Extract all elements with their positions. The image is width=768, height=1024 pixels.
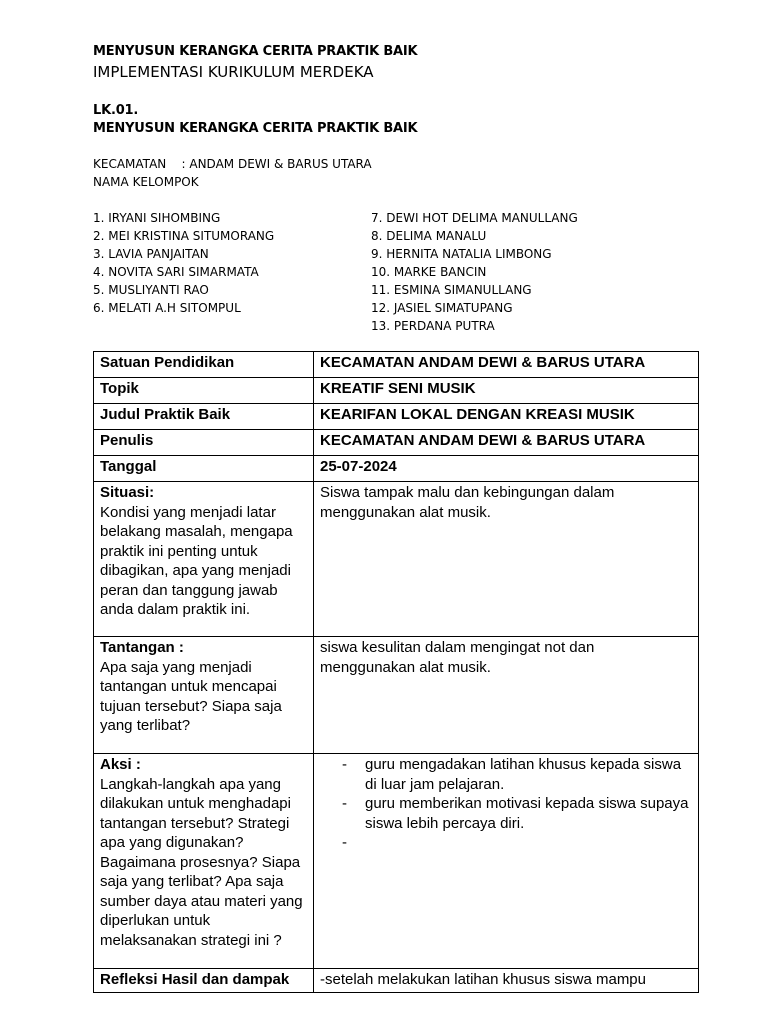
tantangan-cell: [94, 637, 314, 754]
kecamatan-line: KECAMATAN : ANDAM DEWI & BARUS UTARA: [93, 157, 372, 171]
member-item: 4. NOVITA SARI SIMARMATA: [93, 265, 259, 279]
situasi-value: Siswa tampak malu dan kebingungan dalam menggunakan alat musik.: [314, 482, 699, 637]
member-item: 5. MUSLIYANTI RAO: [93, 283, 209, 297]
table-row: [94, 482, 699, 637]
nama-kelompok-label: NAMA KELOMPOK: [93, 175, 199, 189]
tantangan-description: Apa saja yang menjadi tantangan untuk mencapai tujuan tersebut? Siapa saja yang terlibat?: [100, 658, 282, 734]
bullet-dash: -: [342, 756, 347, 773]
aksi-value-cell: [314, 754, 699, 969]
bullet-dash: -: [342, 834, 347, 851]
table-row: [94, 378, 699, 404]
member-item: 2. MEI KRISTINA SITUMORANG: [93, 229, 275, 243]
refleksi-value: -setelah melakukan latihan khusus siswa mampu: [314, 969, 699, 993]
topik-value: KREATIF SENI MUSIK: [314, 378, 699, 404]
table-row: [94, 969, 699, 993]
aksi-item-text: guru memberikan motivasi kepada siswa supaya siswa lebih percaya diri.: [365, 795, 689, 832]
penulis-label: Penulis: [94, 430, 314, 456]
member-item: 1. IRYANI SIHOMBING: [93, 211, 221, 225]
title-line-2: IMPLEMENTASI KURIKULUM MERDEKA: [93, 63, 374, 81]
table-row: [94, 456, 699, 482]
aksi-list: [320, 755, 692, 853]
judul-value: KEARIFAN LOKAL DENGAN KREASI MUSIK: [314, 404, 699, 430]
member-item: 13. PERDANA PUTRA: [371, 319, 495, 333]
bullet-dash: -: [342, 795, 347, 812]
tantangan-value: siswa kesulitan dalam mengingat not dan menggunakan alat musik.: [314, 637, 699, 754]
table-row: [94, 352, 699, 378]
situasi-description: Kondisi yang menjadi latar belakang masalah, mengapa praktik ini penting untuk dibagikan, apa yang menjadi peran dan tanggung jawab anda dalam praktik ini.: [100, 503, 293, 618]
member-item: 3. LAVIA PANJAITAN: [93, 247, 209, 261]
member-item: 12. JASIEL SIMATUPANG: [371, 301, 513, 315]
tanggal-value: 25-07-2024: [314, 456, 699, 482]
list-item: [320, 833, 692, 853]
members-right-column: [371, 209, 578, 335]
situasi-label: Situasi:: [100, 484, 155, 501]
table-row: [94, 754, 699, 969]
members-left-column: [93, 209, 274, 317]
list-item: [320, 794, 692, 833]
aksi-item-text: [365, 834, 369, 851]
title-line-1: MENYUSUN KERANGKA CERITA PRAKTIK BAIK: [93, 44, 418, 59]
member-item: 11. ESMINA SIMANULLANG: [371, 283, 532, 297]
refleksi-label: Refleksi Hasil dan dampak: [94, 969, 314, 993]
aksi-cell: [94, 754, 314, 969]
member-item: 10. MARKE BANCIN: [371, 265, 487, 279]
topik-label: Topik: [94, 378, 314, 404]
aksi-description: Langkah-langkah apa yang dilakukan untuk menghadapi tantangan tersebut? Strategi apa yang digunakan? Bagaimana prosesnya? Siapa saja yang terlibat? Apa saja sumber daya atau materi yang diperlukan untuk melaksanakan strategi ini ?: [100, 775, 303, 949]
judul-label: Judul Praktik Baik: [94, 404, 314, 430]
lk-code: LK.01.: [93, 103, 139, 118]
tanggal-label: Tanggal: [94, 456, 314, 482]
tantangan-label: Tantangan :: [100, 639, 184, 656]
member-item: 9. HERNITA NATALIA LIMBONG: [371, 247, 552, 261]
aksi-item-text: guru mengadakan latihan khusus kepada siswa di luar jam pelajaran.: [365, 756, 682, 793]
member-item: 7. DEWI HOT DELIMA MANULLANG: [371, 211, 578, 225]
table-row: [94, 637, 699, 754]
table-row: [94, 404, 699, 430]
table-row: [94, 430, 699, 456]
satuan-label: Satuan Pendidikan: [94, 352, 314, 378]
satuan-value: KECAMATAN ANDAM DEWI & BARUS UTARA: [314, 352, 699, 378]
aksi-label: Aksi :: [100, 756, 141, 773]
situasi-cell: [94, 482, 314, 637]
penulis-value: KECAMATAN ANDAM DEWI & BARUS UTARA: [314, 430, 699, 456]
member-item: 6. MELATI A.H SITOMPUL: [93, 301, 241, 315]
list-item: [320, 755, 692, 794]
member-item: 8. DELIMA MANALU: [371, 229, 487, 243]
praktik-baik-table: [93, 351, 699, 993]
lk-title: MENYUSUN KERANGKA CERITA PRAKTIK BAIK: [93, 121, 418, 136]
